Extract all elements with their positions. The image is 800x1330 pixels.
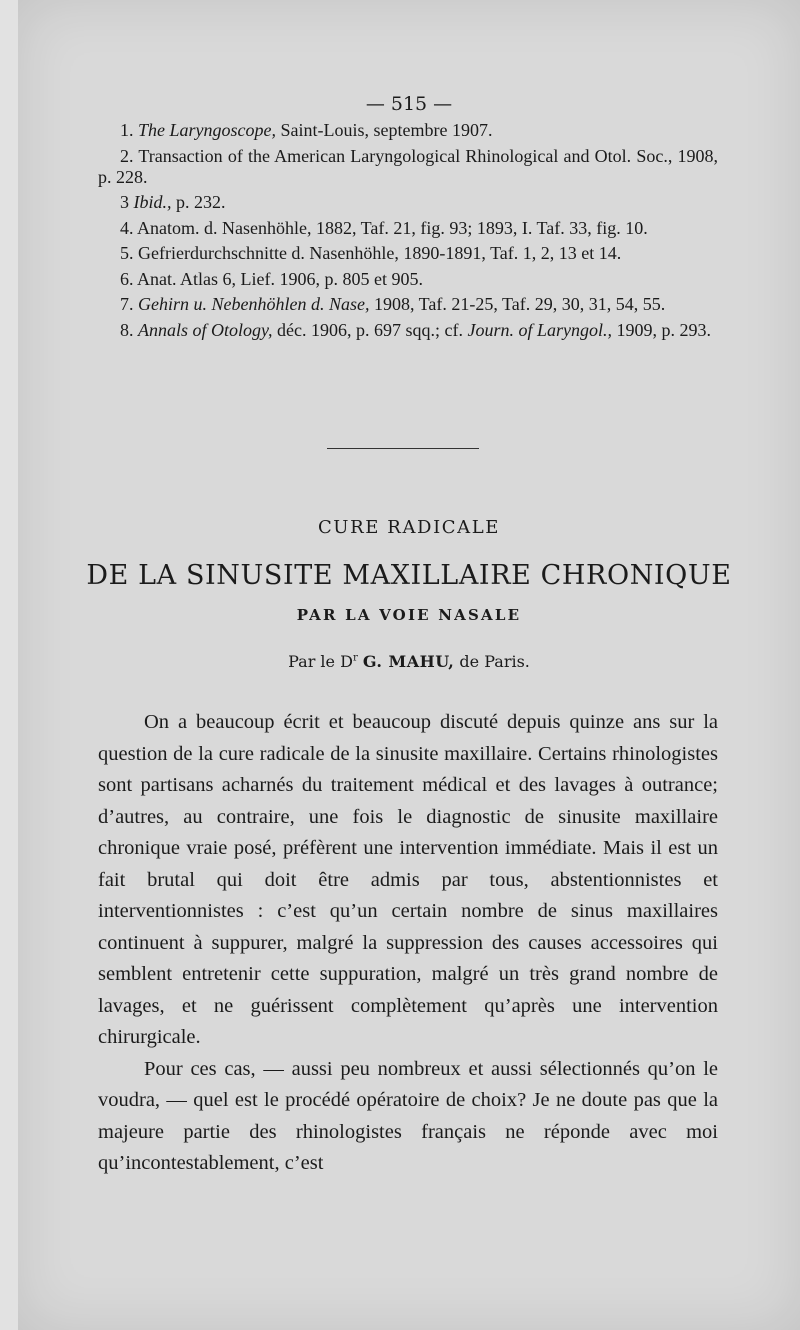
footnote-number: 1. xyxy=(120,120,138,140)
page-number: — 515 — xyxy=(365,93,453,115)
footnote xyxy=(98,243,718,264)
footnote xyxy=(98,294,718,315)
article-title: DE LA SINUSITE MAXILLAIRE CHRONIQUE xyxy=(86,560,732,591)
footnote-text: Transaction of the American Laryngological Rhinological and Otol. Soc., 1908, p. 228. xyxy=(98,145,718,187)
footnote xyxy=(98,146,718,188)
footnote xyxy=(98,320,718,341)
article-body xyxy=(98,707,718,1180)
footnote-title: Annals of Otology, xyxy=(138,319,273,340)
footnote xyxy=(98,269,718,290)
footnote-text: Anat. Atlas 6, Lief. 1906, p. 805 et 905. xyxy=(137,268,423,289)
byline xyxy=(18,652,800,671)
footnote-title: The Laryngoscope, xyxy=(138,120,276,140)
footnote xyxy=(98,120,718,141)
byline-prefix: Par le D xyxy=(288,652,353,671)
footnote-number: 3 xyxy=(120,192,134,212)
footnote-number: 8. xyxy=(120,319,138,340)
footnote-text: Gefrierdurchschnitte d. Nasenhöhle, 1890-1891, Taf. 1, 2, 13 et 14. xyxy=(138,243,622,263)
footnote-number: 5. xyxy=(120,243,138,263)
footnote-text: p. 232. xyxy=(171,192,226,212)
footnote-text: déc. 1906, p. 697 sqq.; cf. xyxy=(272,319,468,340)
author-name: G. MAHU, xyxy=(362,652,455,671)
byline-suffix: de Paris. xyxy=(454,652,530,671)
footnote-title: Journ. of Laryngol., xyxy=(467,319,612,340)
footnote-number: 4. xyxy=(120,217,138,238)
footnote-number: 7. xyxy=(120,294,138,314)
article-subtitle: PAR LA VOIE NASALE xyxy=(296,606,522,624)
paragraph: Pour ces cas, — aussi peu nombreux et aussi sélectionnés qu’on le voudra, — quel est le procédé opératoire de choix? Je ne doute pas que la majeure partie des rhinologistes français ne réponde avec moi qu’incontestablement, c’est xyxy=(98,1057,718,1174)
book-page xyxy=(18,0,800,1330)
footnote-number: 2. xyxy=(120,145,139,166)
footnote-title: Gehirn u. Nebenhöhlen d. Nase, xyxy=(138,294,370,314)
footnote-text: Saint-Louis, septembre 1907. xyxy=(276,120,493,140)
footnote-text: 1909, p. 293. xyxy=(611,319,711,340)
article-kicker: CURE RADICALE xyxy=(317,517,501,538)
footnote-text: 1908, Taf. 21-25, Taf. 29, 30, 31, 54, 55. xyxy=(369,294,666,314)
footnote-number: 6. xyxy=(120,268,138,289)
footnote-text: Anatom. d. Nasenhöhle, 1882, Taf. 21, fig. 93; 1893, I. Taf. 33, fig. 10. xyxy=(137,217,648,238)
footnote-title: Ibid., xyxy=(133,192,172,212)
section-divider xyxy=(327,448,479,449)
footnote xyxy=(98,192,718,213)
footnotes xyxy=(98,120,718,345)
paragraph: On a beaucoup écrit et beaucoup discuté depuis quinze ans sur la question de la cure radicale de la sinusite maxillaire. Certains rhinologistes sont partisans acharnés du traitement médical et des lavages à outrance; d’autres, au contraire, une fois le diagnostic de sinusite maxillaire chronique vraie posé, préfèrent une intervention immédiate. Mais il est un fait brutal qui doit être admis par tous, abstentionnistes et interventionnistes : c’est qu’un certain nombre de sinus maxillaires continuent à suppurer, malgré la suppression des causes accessoires qui semblent entretenir cette suppuration, malgré un très grand nombre de lavages, et ne guérissent complètement qu’après une intervention chirurgicale. xyxy=(98,711,718,1048)
footnote xyxy=(98,218,718,239)
byline-sup: r xyxy=(352,652,358,664)
